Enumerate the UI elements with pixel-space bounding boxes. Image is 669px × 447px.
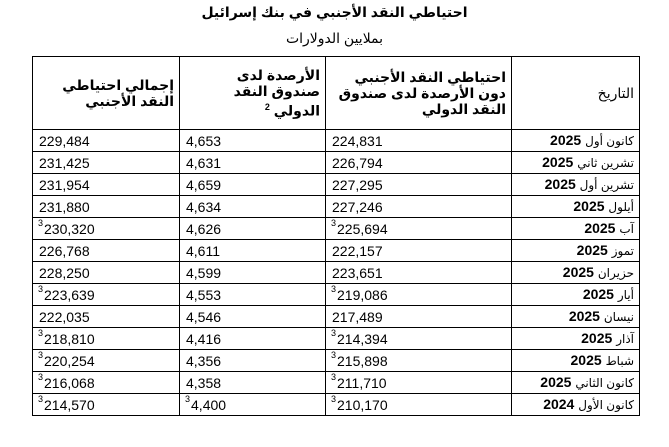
header-total: إجمالي احتياطي النقد الأجنبي [33, 57, 180, 130]
cell-date [512, 218, 640, 240]
cell-value: 4,631 [186, 154, 222, 171]
cell-total [33, 152, 180, 174]
cell-date [512, 350, 640, 372]
cell-excl-imf [326, 130, 512, 152]
cell-value: 4,659 [186, 176, 222, 193]
cell-excl-imf [326, 306, 512, 328]
table-row [33, 174, 640, 196]
cell-value: 226,794 [332, 154, 383, 171]
cell-imf [180, 240, 326, 262]
footnote-mark: 3 [331, 371, 337, 382]
cell-excl-imf [326, 218, 512, 240]
cell-imf [180, 328, 326, 350]
cell-value: 211,710 [337, 374, 387, 391]
cell-value: 228,250 [39, 264, 90, 281]
cell-date [512, 394, 640, 416]
header-imf [180, 57, 326, 130]
cell-excl-imf [326, 284, 512, 306]
table-row [33, 130, 640, 152]
cell-month: كانون الأول [578, 398, 634, 412]
cell-year: 2024 [543, 396, 575, 412]
cell-date [512, 284, 640, 306]
cell-imf [180, 262, 326, 284]
cell-date [512, 240, 640, 262]
cell-month: آب [619, 222, 634, 236]
cell-total [33, 218, 180, 240]
cell-date [512, 372, 640, 394]
cell-value: 4,356 [186, 352, 222, 369]
table-row [33, 350, 640, 372]
cell-month: كانون الثاني [575, 376, 634, 390]
cell-value: 226,768 [39, 242, 90, 259]
cell-value: 225,694 [337, 220, 388, 237]
cell-date [512, 130, 640, 152]
footnote-mark: 3 [38, 349, 44, 360]
footnote-mark: 3 [331, 327, 337, 338]
cell-total [33, 174, 180, 196]
footnote-mark: 3 [331, 283, 337, 294]
cell-date [512, 152, 640, 174]
cell-value: 4,400 [191, 396, 227, 413]
cell-imf [180, 152, 326, 174]
cell-excl-imf [326, 240, 512, 262]
cell-year: 2025 [573, 198, 605, 214]
cell-excl-imf [326, 372, 512, 394]
cell-month: كانون أول [585, 134, 634, 148]
table-row [33, 372, 640, 394]
cell-excl-imf [326, 328, 512, 350]
cell-value: 216,068 [44, 374, 95, 391]
cell-total [33, 284, 180, 306]
cell-value: 214,394 [337, 330, 388, 347]
cell-imf [180, 284, 326, 306]
cell-imf [180, 174, 326, 196]
table-row [33, 240, 640, 262]
cell-year: 2025 [570, 352, 602, 368]
cell-date [512, 174, 640, 196]
cell-value: 4,599 [186, 264, 222, 281]
cell-total [33, 262, 180, 284]
cell-value: 223,651 [332, 264, 383, 281]
fx-reserves-table [32, 56, 640, 416]
cell-value: 230,320 [44, 220, 95, 237]
cell-value: 218,810 [44, 330, 95, 347]
cell-total [33, 328, 180, 350]
table-row [33, 218, 640, 240]
table-row [33, 328, 640, 350]
cell-value: 215,898 [337, 352, 388, 369]
cell-month: أيلول [608, 200, 634, 214]
cell-excl-imf [326, 174, 512, 196]
footnote-mark: 3 [331, 349, 337, 360]
cell-month: تموز [611, 244, 634, 258]
cell-total [33, 372, 180, 394]
cell-date [512, 196, 640, 218]
footnote-mark: 3 [38, 283, 44, 294]
cell-year: 2025 [542, 154, 574, 170]
cell-value: 223,639 [44, 286, 95, 303]
footnote-mark: 3 [38, 371, 44, 382]
table-row [33, 284, 640, 306]
cell-imf [180, 306, 326, 328]
cell-value: 4,653 [186, 132, 222, 149]
cell-value: 214,570 [44, 396, 95, 413]
cell-value: 231,880 [39, 198, 90, 215]
table-row [33, 306, 640, 328]
header-excl-imf: احتياطي النقد الأجنبي دون الأرصدة لدى صندوق النقد الدولي [326, 57, 512, 130]
cell-total [33, 130, 180, 152]
cell-total [33, 306, 180, 328]
table-row [33, 152, 640, 174]
cell-month: نيسان [603, 310, 634, 324]
table-row [33, 394, 640, 416]
cell-excl-imf [326, 350, 512, 372]
footnote-mark: 3 [185, 393, 191, 404]
cell-month: حزيران [597, 266, 634, 280]
cell-year: 2025 [540, 374, 572, 390]
cell-value: 217,489 [332, 308, 383, 325]
cell-value: 219,086 [337, 286, 388, 303]
cell-value: 4,611 [186, 242, 220, 259]
cell-value: 210,170 [337, 396, 388, 413]
header-row [33, 57, 640, 130]
cell-excl-imf [326, 196, 512, 218]
cell-imf [180, 218, 326, 240]
cell-year: 2025 [576, 242, 608, 258]
cell-value: 4,546 [186, 308, 222, 325]
cell-date [512, 328, 640, 350]
cell-value: 231,425 [39, 154, 90, 171]
cell-value: 231,954 [39, 176, 90, 193]
cell-total [33, 394, 180, 416]
table-subtitle: بملايين الدولارات [285, 30, 384, 46]
footnote-mark: 3 [38, 327, 44, 338]
cell-value: 224,831 [332, 132, 383, 149]
cell-year: 2025 [562, 264, 594, 280]
cell-month: شباط [605, 354, 634, 368]
cell-value: 222,157 [332, 242, 383, 259]
cell-value: 227,295 [332, 176, 383, 193]
cell-value: 220,254 [44, 352, 95, 369]
cell-excl-imf [326, 394, 512, 416]
cell-month: تشرين أول [579, 178, 634, 192]
cell-value: 4,358 [186, 374, 222, 391]
cell-date [512, 262, 640, 284]
footnote-mark: 3 [331, 217, 337, 228]
cell-month: أيار [617, 288, 634, 302]
table-title: احتياطي النقد الأجنبي في بنك إسرائيل [201, 4, 468, 20]
cell-total [33, 240, 180, 262]
cell-value: 229,484 [39, 132, 90, 149]
footnote-mark: 3 [38, 393, 44, 404]
cell-year: 2025 [544, 176, 576, 192]
cell-imf [180, 394, 326, 416]
cell-imf [180, 130, 326, 152]
cell-year: 2025 [568, 308, 600, 324]
cell-month: آذار [616, 332, 634, 346]
cell-imf [180, 350, 326, 372]
table-row [33, 262, 640, 284]
cell-imf [180, 196, 326, 218]
cell-value: 222,035 [39, 308, 90, 325]
header-date: التاريخ [512, 57, 640, 130]
cell-year: 2025 [584, 220, 616, 236]
cell-total [33, 196, 180, 218]
cell-value: 4,626 [186, 220, 222, 237]
cell-excl-imf [326, 152, 512, 174]
cell-year: 2025 [582, 286, 614, 302]
cell-excl-imf [326, 262, 512, 284]
cell-value: 4,553 [186, 286, 222, 303]
cell-value: 227,246 [332, 198, 383, 215]
header-imf-footnote: 2 [264, 102, 270, 113]
cell-year: 2025 [550, 132, 582, 148]
footnote-mark: 3 [331, 393, 337, 404]
footnote-mark: 3 [38, 217, 44, 228]
table-row [33, 196, 640, 218]
cell-month: تشرين ثاني [577, 156, 634, 170]
cell-date [512, 306, 640, 328]
cell-value: 4,634 [186, 198, 222, 215]
cell-year: 2025 [581, 330, 613, 346]
header-imf-label: الأرصدة لدى صندوق النقد الدولي [233, 67, 320, 119]
cell-value: 4,416 [186, 330, 222, 347]
cell-imf [180, 372, 326, 394]
cell-total [33, 350, 180, 372]
